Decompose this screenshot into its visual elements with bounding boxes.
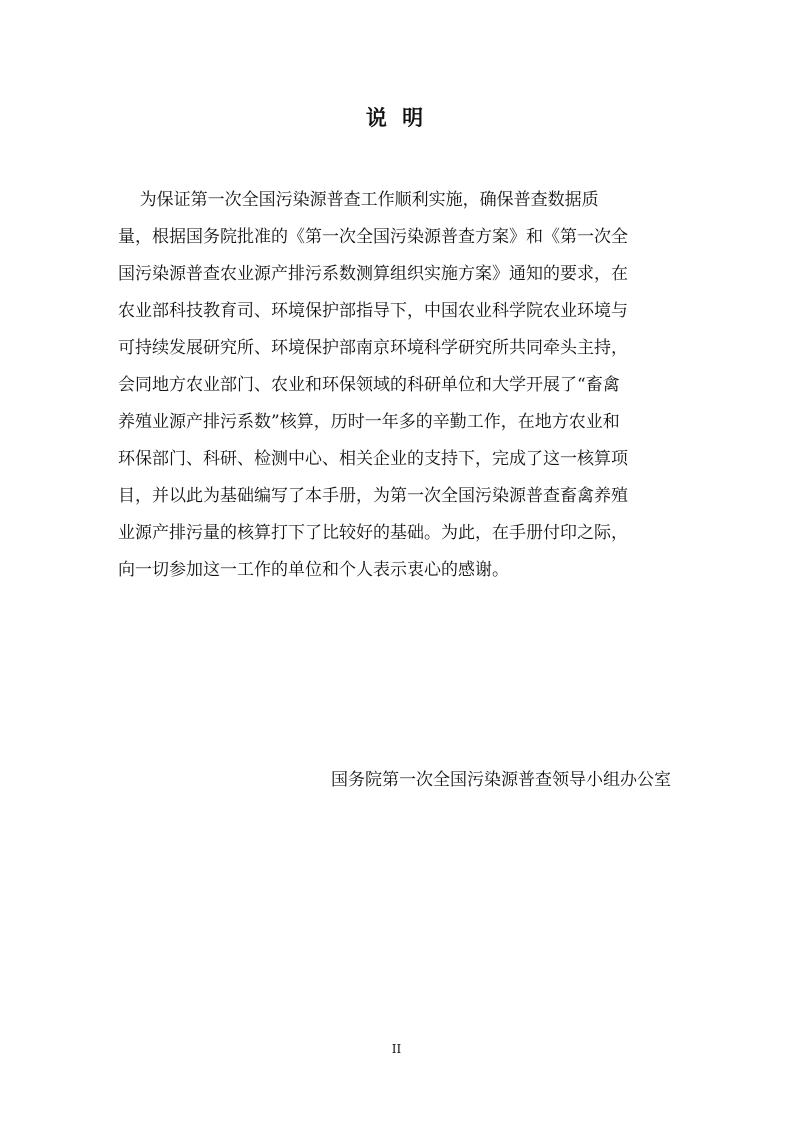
paragraph-line: 量，根据国务院批准的《第一次全国污染源普查方案》和《第一次全 xyxy=(118,227,628,247)
paragraph-line: 养殖业源产排污系数”核算，历时一年多的辛勤工作，在地方农业和 xyxy=(118,412,620,432)
paragraph-line: 为保证第一次全国污染源普查工作顺利实施，确保普查数据质 xyxy=(118,190,599,210)
body-paragraph xyxy=(118,182,678,589)
signature: 国务院第一次全国污染源普查领导小组办公室 xyxy=(331,770,671,790)
page-title: 说 明 xyxy=(365,105,428,130)
paragraph-line: 国污染源普查农业源产排污系数测算组织实施方案》通知的要求，在 xyxy=(118,264,628,284)
paragraph-line: 业源产排污量的核算打下了比较好的基础。为此，在手册付印之际， xyxy=(118,523,628,543)
paragraph-line: 向一切参加这一工作的单位和个人表示衷心的感谢。 xyxy=(118,560,509,580)
paragraph-line: 会同地方农业部门、农业和环保领域的科研单位和大学开展了“畜禽 xyxy=(118,375,620,395)
paragraph-line: 环保部门、科研、检测中心、相关企业的支持下，完成了这一核算项 xyxy=(118,449,628,469)
paragraph-line: 农业部科技教育司、环境保护部指导下，中国农业科学院农业环境与 xyxy=(118,301,628,321)
paragraph-line: 可持续发展研究所、环境保护部南京环境科学研究所共同牵头主持， xyxy=(118,338,628,358)
page-number: II xyxy=(391,1042,402,1056)
paragraph-line: 目，并以此为基础编写了本手册，为第一次全国污染源普查畜禽养殖 xyxy=(118,486,628,506)
